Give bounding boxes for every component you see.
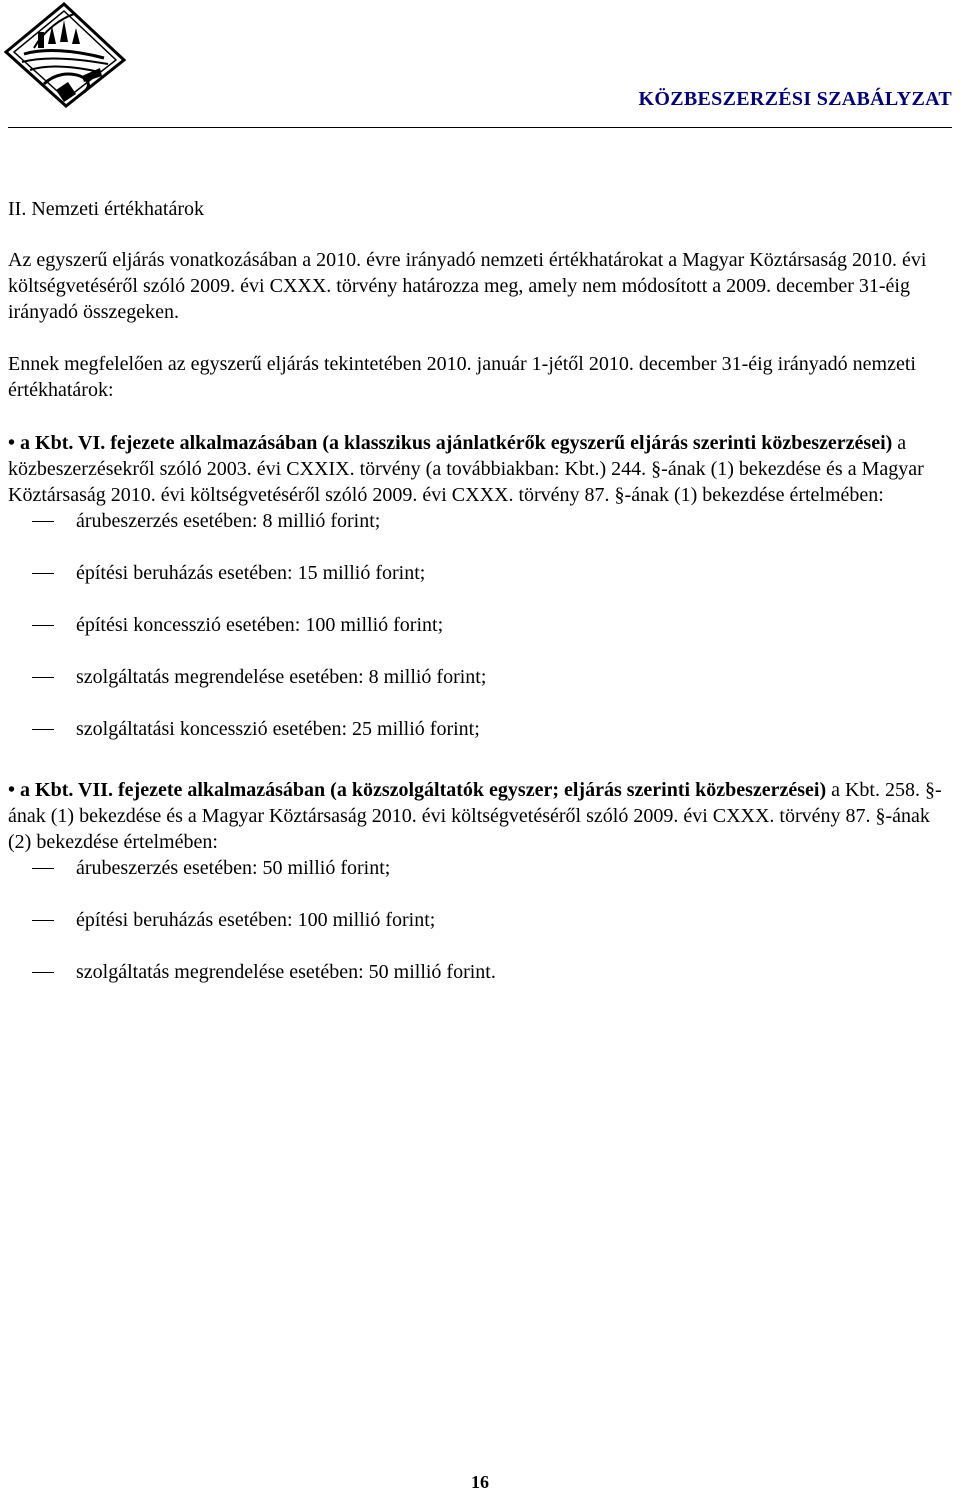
dash-icon [32,868,54,869]
list-item-text: építési beruházás esetében: 100 millió forint; [76,909,436,931]
dash-icon [32,625,54,626]
kbt-vii-text: a Kbt. 258. §-ának (1) bekezdése és a Magyar Köztársaság 2010. évi költségvetéséről szóló 2009. évi CXXX. törvény 87. §-ának (2) bekezdése értelmében: [8,779,942,853]
list-item [8,612,952,638]
list-item-text: szolgáltatási koncesszió esetében: 25 millió forint; [76,718,480,740]
list-item-text: árubeszerzés esetében: 8 millió forint; [76,510,381,532]
kbt-vi-paragraph [8,430,952,508]
dash-icon [32,677,54,678]
municipal-logo [4,2,128,108]
list-item-text: szolgáltatás megrendelése esetében: 8 millió forint; [76,666,487,688]
kbt-vi-threshold-list [8,508,952,742]
list-item [8,855,952,881]
bullet-icon: • [8,432,16,454]
list-item [8,508,952,534]
dash-icon [32,972,54,973]
kbt-vii-bold-text: a Kbt. VII. fejezete alkalmazásában (a közszolgáltatók egyszer; eljárás szerinti közbeszerzései) [20,779,827,801]
kbt-vii-paragraph [8,777,952,855]
section-heading: II. Nemzeti értékhatárok [8,198,205,220]
document-header-title: KÖZBESZERZÉSI SZABÁLYZAT [638,88,952,110]
dash-icon [32,521,54,522]
kbt-vi-text: a közbeszerzésekről szóló 2003. évi CXXIX. törvény (a továbbiakban: Kbt.) 244. §-ának (1) bekezdése és a Magyar Köztársaság 2010. évi költségvetéséről szóló 2009. évi CXXX. törvény 87. §-ának (1) bekezdése értelmében: [8,432,924,506]
kbt-vii-threshold-list [8,855,952,985]
intro-paragraph: Az egyszerű eljárás vonatkozásában a 2010. évre irányadó nemzeti értékhatárokat a Magyar Köztársaság 2010. évi költségvetéséről szóló 2009. évi CXXX. törvény határozza meg, amely nem módosított a 2009. december 31-éig irányadó összegeken. [8,249,927,323]
header-divider [8,127,952,128]
dash-icon [32,920,54,921]
dash-icon [32,573,54,574]
kbt-vi-bold-text: a Kbt. VI. fejezete alkalmazásában (a klasszikus ajánlatkérők egyszerű eljárás szerinti közbeszerzései) [20,432,893,454]
list-item [8,959,952,985]
list-item [8,664,952,690]
thresholds-intro-paragraph: Ennek megfelelően az egyszerű eljárás tekintetében 2010. január 1-jétől 2010. december 31-éig irányadó nemzeti értékhatárok: [8,353,916,401]
document-body [8,196,952,985]
dash-icon [32,729,54,730]
list-item-text: szolgáltatás megrendelése esetében: 50 millió forint. [76,961,496,983]
list-item-text: építési beruházás esetében: 15 millió forint; [76,562,426,584]
list-item [8,716,952,742]
list-item-text: árubeszerzés esetében: 50 millió forint; [76,857,391,879]
bullet-icon: • [8,779,16,801]
page-number: 16 [471,1472,489,1492]
list-item-text: építési koncesszió esetében: 100 millió forint; [76,614,444,636]
list-item [8,907,952,933]
list-item [8,560,952,586]
